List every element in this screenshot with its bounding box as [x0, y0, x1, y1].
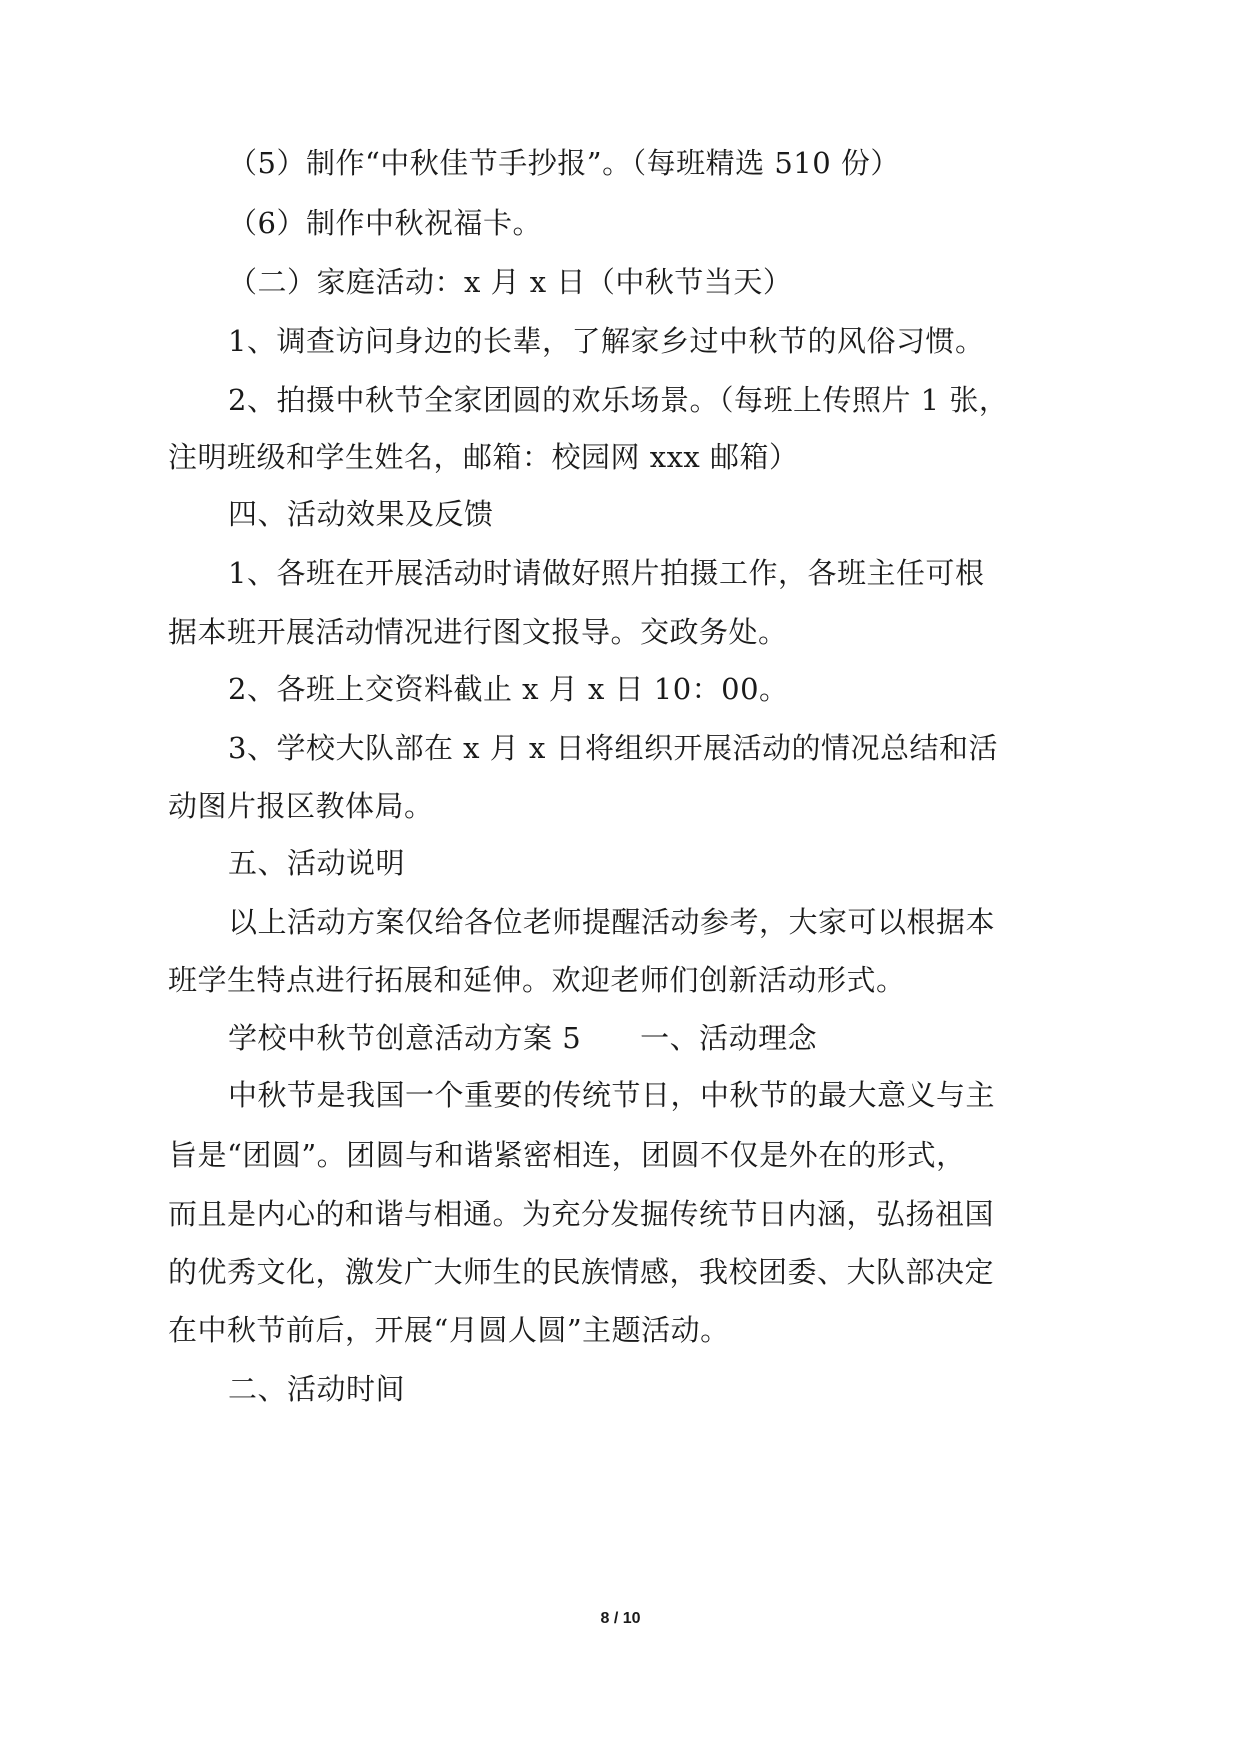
text-line: 3、学校大队部在 x 月 x 日将组织开展活动的情况总结和活 [228, 731, 999, 765]
text-line: （5）制作“中秋佳节手抄报”。（每班精选 510 份） [228, 146, 900, 180]
section-heading: 学校中秋节创意活动方案 5 一、活动理念 [228, 1021, 818, 1055]
text-line: 据本班开展活动情况进行图文报导。交政务处。 [168, 615, 788, 649]
text-line: （6）制作中秋祝福卡。 [228, 206, 542, 240]
section-heading: 五、活动说明 [228, 846, 406, 880]
section-heading: 二、活动时间 [228, 1372, 406, 1406]
text-line: 中秋节是我国一个重要的传统节日，中秋节的最大意义与主 [228, 1078, 996, 1112]
section-heading: 四、活动效果及反馈 [228, 497, 494, 531]
text-line: 注明班级和学生姓名，邮箱：校园网 xxx 邮箱） [168, 440, 799, 474]
text-line: 动图片报区教体局。 [168, 789, 434, 823]
text-line: 班学生特点进行拓展和延伸。欢迎老师们创新活动形式。 [168, 963, 906, 997]
text-line: 在中秋节前后，开展“月圆人圆”主题活动。 [168, 1313, 730, 1347]
text-line: （二）家庭活动：x 月 x 日（中秋节当天） [228, 265, 793, 299]
text-line: 以上活动方案仅给各位老师提醒活动参考，大家可以根据本 [228, 905, 996, 939]
text-line: 2、拍摄中秋节全家团圆的欢乐场景。（每班上传照片 1 张， [228, 383, 1009, 417]
text-line: 1、各班在开展活动时请做好照片拍摄工作，各班主任可根 [228, 556, 985, 590]
text-line: 1、调查访问身边的长辈，了解家乡过中秋节的风俗习惯。 [228, 324, 985, 358]
text-line: 而且是内心的和谐与相通。为充分发掘传统节日内涵，弘扬祖国 [168, 1197, 995, 1231]
text-line: 的优秀文化，激发广大师生的民族情感，我校团委、大队部决定 [168, 1255, 995, 1289]
page-number: 8 / 10 [600, 1610, 641, 1627]
text-line: 旨是“团圆”。团圆与和谐紧密相连，团圆不仅是外在的形式， [168, 1138, 966, 1172]
text-line: 2、各班上交资料截止 x 月 x 日 10：00。 [228, 672, 789, 706]
